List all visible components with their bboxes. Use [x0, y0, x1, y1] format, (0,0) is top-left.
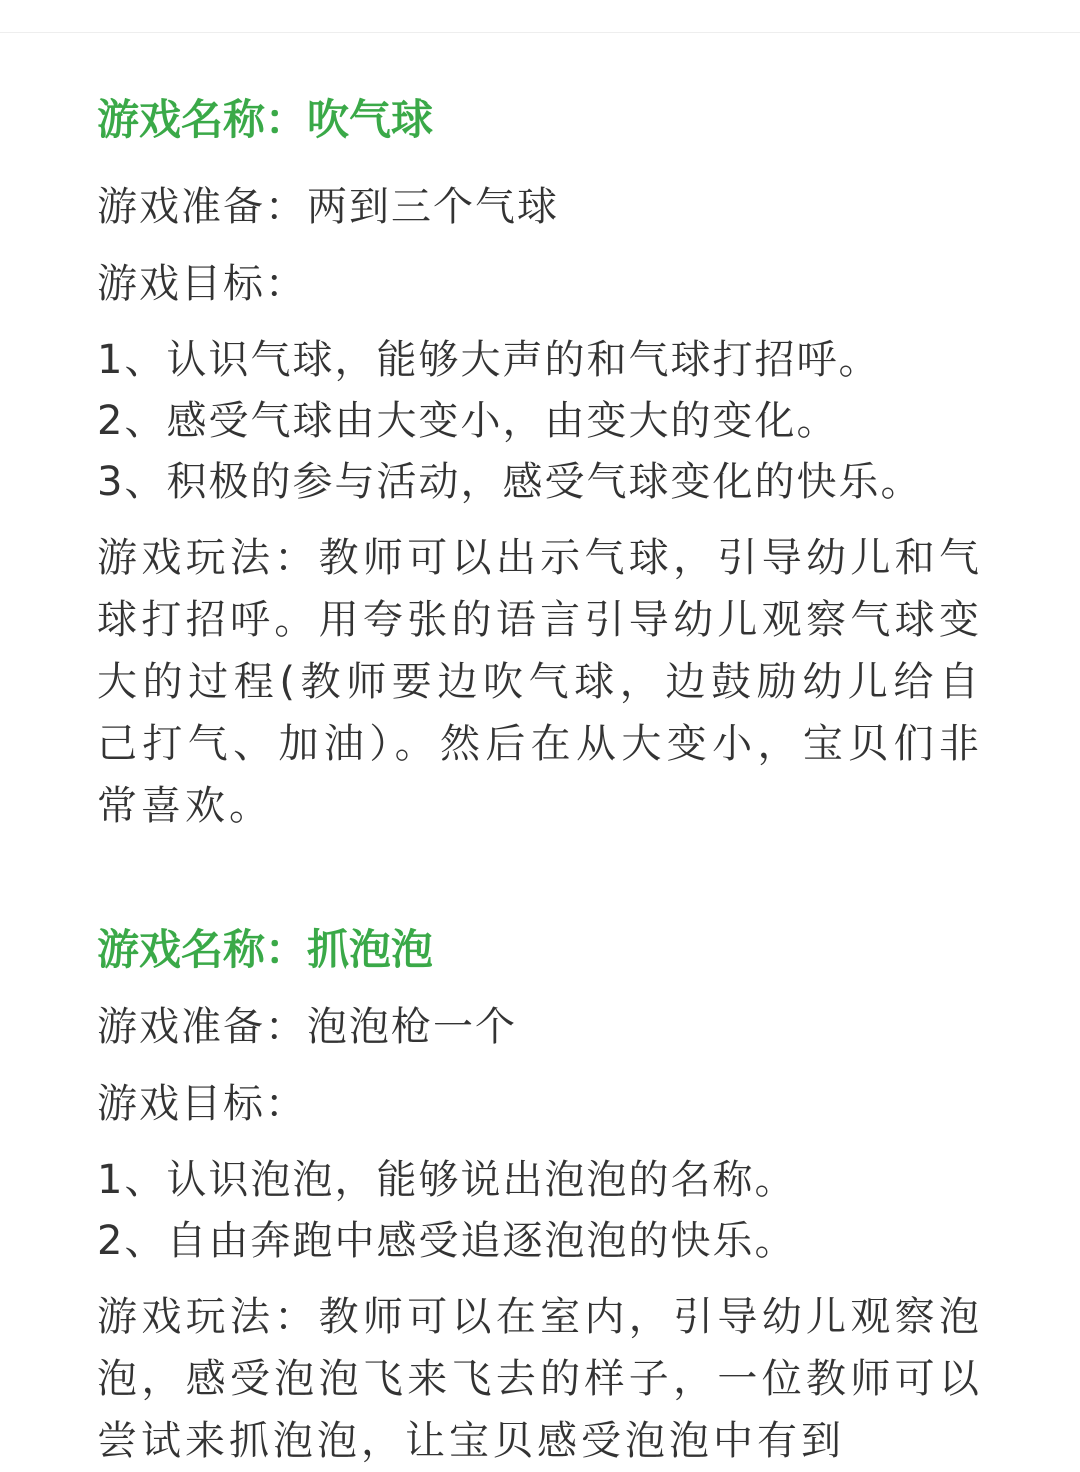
game-2-goal-2: 2、自由奔跑中感受追逐泡泡的快乐。 — [97, 1218, 797, 1264]
game-2-title: 游戏名称：抓泡泡 — [97, 925, 434, 974]
game-1-goal-2: 2、感受气球由大变小，由变大的变化。 — [97, 398, 839, 444]
game-2-prep: 游戏准备：泡泡枪一个 — [97, 1004, 517, 1050]
top-divider — [0, 32, 1080, 33]
game-1-goals-label: 游戏目标： — [97, 261, 307, 307]
game-1-goal-1: 1、认识气球，能够大声的和气球打招呼。 — [97, 337, 881, 383]
game-1-play: 游戏玩法：教师可以出示气球，引导幼儿和气球打招呼。用夸张的语言引导幼儿观察气球变大的过程(教师要边吹气球，边鼓励幼儿给自己打气、加油）。然后在从大变小，宝贝们非常喜欢。 — [97, 535, 983, 829]
game-1-title: 游戏名称：吹气球 — [97, 95, 434, 144]
game-1-prep: 游戏准备：两到三个气球 — [97, 184, 559, 230]
game-2-goal-1: 1、认识泡泡，能够说出泡泡的名称。 — [97, 1157, 797, 1203]
game-1-goal-3: 3、积极的参与活动，感受气球变化的快乐。 — [97, 459, 923, 505]
game-2-play: 游戏玩法：教师可以在室内，引导幼儿观察泡泡，感受泡泡飞来飞去的样子，一位教师可以尝试来抓泡泡，让宝贝感受泡泡中有到 — [97, 1294, 983, 1464]
game-2-goals-label: 游戏目标： — [97, 1081, 307, 1127]
